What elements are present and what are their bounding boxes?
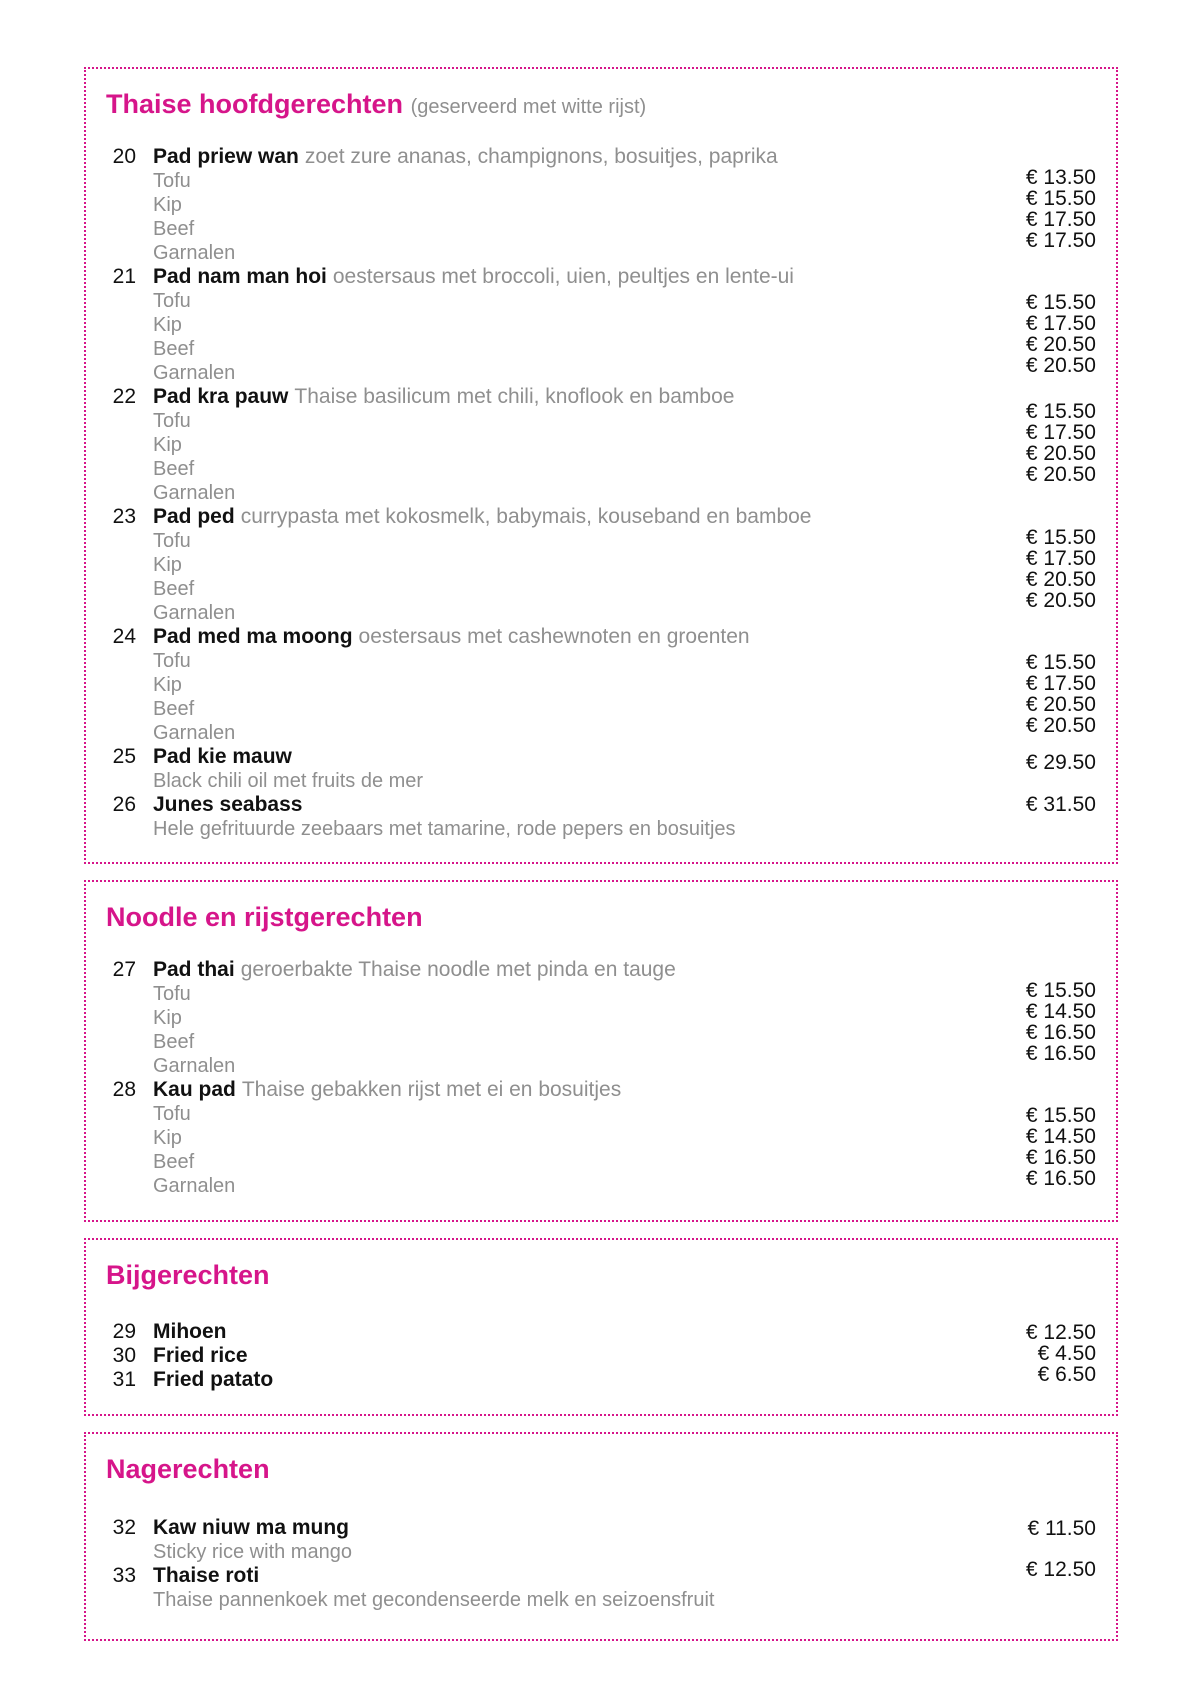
dish-27-prices: [946, 980, 1096, 1064]
dish-subtitle: Black chili oil met fruits de mer: [153, 770, 424, 792]
price: € 16.50: [1025, 1146, 1096, 1169]
dish-name: Mihoen: [153, 1320, 227, 1343]
price: € 17.50: [1025, 208, 1096, 231]
dish-title: [153, 1516, 349, 1540]
section-title-text: Nagerechten: [106, 1454, 270, 1484]
price: € 17.50: [1025, 547, 1096, 570]
dish-number: 20: [112, 145, 136, 168]
dish-name: Pad priew wan: [153, 145, 299, 168]
dish-title: [153, 1564, 259, 1588]
price: € 4.50: [1037, 1342, 1096, 1365]
dish-32-prices: [946, 1518, 1096, 1539]
dish-title: [153, 1344, 248, 1368]
price: € 20.50: [1025, 463, 1096, 486]
price: € 14.50: [1025, 1000, 1096, 1023]
variant-garnalen: Garnalen: [153, 722, 236, 744]
variant-garnalen: Garnalen: [153, 602, 236, 624]
dish-title: [153, 793, 302, 817]
variant-garnalen: Garnalen: [153, 482, 236, 504]
price: € 14.50: [1025, 1125, 1096, 1148]
section-title-text: Noodle en rijstgerechten: [106, 902, 423, 932]
dish-title: [153, 385, 734, 409]
variant-beef: Beef: [153, 338, 195, 360]
price: € 15.50: [1025, 526, 1096, 549]
variant-kip: Kip: [153, 1007, 182, 1029]
price: € 17.50: [1025, 421, 1096, 444]
dish-number: 28: [112, 1078, 136, 1101]
dish-number: 24: [112, 625, 136, 648]
dish-description: zoet zure ananas, champignons, bosuitjes, paprika: [304, 145, 778, 168]
variant-tofu: Tofu: [153, 530, 191, 552]
price: € 17.50: [1025, 672, 1096, 695]
variant-tofu: Tofu: [153, 983, 191, 1005]
dish-name: Pad med ma moong: [153, 625, 353, 648]
section-note: (geserveerd met witte rijst): [410, 96, 647, 118]
dish-number: 27: [112, 958, 136, 981]
variant-garnalen: Garnalen: [153, 1175, 236, 1197]
dish-description: Thaise gebakken rijst met ei en bosuitjes: [241, 1078, 622, 1101]
dish-title: [153, 958, 676, 982]
price: € 15.50: [1025, 979, 1096, 1002]
section-title: [106, 1454, 270, 1485]
dish-title: [153, 1368, 273, 1392]
dish-title: [153, 1320, 227, 1344]
variant-beef: Beef: [153, 578, 195, 600]
section-title: [106, 1260, 270, 1291]
dish-number: 30: [112, 1344, 136, 1367]
dish-number: 25: [112, 745, 136, 768]
dish-number: 31: [112, 1368, 136, 1391]
variant-kip: Kip: [153, 554, 182, 576]
price: € 15.50: [1025, 187, 1096, 210]
price: € 17.50: [1025, 229, 1096, 252]
price: € 16.50: [1025, 1042, 1096, 1065]
dish-name: Pad kra pauw: [153, 385, 289, 408]
dish-name: Pad thai: [153, 958, 235, 981]
price: € 20.50: [1025, 568, 1096, 591]
section-bijgerechten: [84, 1238, 1118, 1416]
price: € 15.50: [1025, 400, 1096, 423]
variant-tofu: Tofu: [153, 170, 191, 192]
dish-26-prices: [946, 794, 1096, 815]
dish-number: 32: [112, 1516, 136, 1539]
price: € 13.50: [1025, 166, 1096, 189]
dish-name: Pad nam man hoi: [153, 265, 327, 288]
price: € 20.50: [1025, 693, 1096, 716]
price: € 15.50: [1025, 651, 1096, 674]
price: € 20.50: [1025, 442, 1096, 465]
dish-name: Thaise roti: [153, 1564, 260, 1587]
dish-number: 33: [112, 1564, 136, 1587]
dish-title: [153, 745, 292, 769]
dish-description: oestersaus met cashewnoten en groenten: [358, 625, 750, 648]
variant-tofu: Tofu: [153, 1103, 191, 1125]
dish-title: [153, 625, 750, 649]
dish-name: Fried rice: [153, 1344, 248, 1367]
dish-description: geroerbakte Thaise noodle met pinda en tauge: [240, 958, 676, 981]
dish-title: [153, 265, 794, 289]
dish-name: Junes seabass: [153, 793, 303, 816]
section-noodle-en-rijstgerechten: [84, 880, 1118, 1222]
dish-23-prices: [946, 527, 1096, 611]
variant-kip: Kip: [153, 1127, 182, 1149]
dish-number: 22: [112, 385, 136, 408]
price: € 6.50: [1037, 1363, 1096, 1386]
dish-number: 26: [112, 793, 136, 816]
dish-subtitle: Sticky rice with mango: [153, 1541, 352, 1563]
dish-name: Pad kie mauw: [153, 745, 292, 768]
price: € 29.50: [1025, 751, 1096, 774]
section-title: [106, 89, 646, 120]
variant-tofu: Tofu: [153, 290, 191, 312]
dish-name: Kaw niuw ma mung: [153, 1516, 350, 1539]
section-title-text: Thaise hoofdgerechten: [106, 89, 404, 119]
dish-24-prices: [946, 652, 1096, 736]
dish-name: Kau pad: [153, 1078, 236, 1101]
dish-name: Pad ped: [153, 505, 235, 528]
price: € 20.50: [1025, 354, 1096, 377]
variant-beef: Beef: [153, 218, 195, 240]
price: € 15.50: [1025, 291, 1096, 314]
dish-22-prices: [946, 401, 1096, 485]
variant-tofu: Tofu: [153, 410, 191, 432]
variant-tofu: Tofu: [153, 650, 191, 672]
price: € 20.50: [1025, 589, 1096, 612]
dish-title: [153, 1078, 621, 1102]
variant-kip: Kip: [153, 434, 182, 456]
dish-description: Thaise basilicum met chili, knoflook en bamboe: [294, 385, 735, 408]
dish-number: 21: [112, 265, 136, 288]
price: € 20.50: [1025, 333, 1096, 356]
variant-beef: Beef: [153, 1031, 195, 1053]
price: € 20.50: [1025, 714, 1096, 737]
section-title-text: Bijgerechten: [106, 1260, 270, 1290]
dish-number: 23: [112, 505, 136, 528]
dish-description: oestersaus met broccoli, uien, peultjes en lente-ui: [332, 265, 794, 288]
variant-kip: Kip: [153, 194, 182, 216]
price: € 16.50: [1025, 1021, 1096, 1044]
variant-garnalen: Garnalen: [153, 242, 236, 264]
dish-33-prices: [946, 1559, 1096, 1580]
variant-garnalen: Garnalen: [153, 1055, 236, 1077]
variant-beef: Beef: [153, 458, 195, 480]
dish-subtitle: Hele gefrituurde zeebaars met tamarine, rode pepers en bosuitjes: [153, 818, 736, 840]
price: € 16.50: [1025, 1167, 1096, 1190]
price: € 11.50: [1027, 1517, 1096, 1540]
dish-description: currypasta met kokosmelk, babymais, kouseband en bamboe: [240, 505, 812, 528]
dish-title: [153, 505, 811, 529]
variant-beef: Beef: [153, 698, 195, 720]
price: € 31.50: [1025, 793, 1096, 816]
dish-21-prices: [946, 292, 1096, 376]
section-thaise-hoofdgerechten: [84, 67, 1118, 864]
bijgerechten-prices: [946, 1322, 1096, 1385]
section-nagerechten: [84, 1432, 1118, 1641]
variant-kip: Kip: [153, 314, 182, 336]
section-title: [106, 902, 423, 933]
dish-title: [153, 145, 778, 169]
dish-subtitle: Thaise pannenkoek met gecondenseerde melk en seizoensfruit: [153, 1589, 715, 1611]
dish-25-prices: [946, 752, 1096, 773]
price: € 17.50: [1025, 312, 1096, 335]
variant-garnalen: Garnalen: [153, 362, 236, 384]
variant-beef: Beef: [153, 1151, 195, 1173]
dish-number: 29: [112, 1320, 136, 1343]
dish-20-prices: [946, 167, 1096, 251]
variant-kip: Kip: [153, 674, 182, 696]
dish-name: Fried patato: [153, 1368, 274, 1391]
price: € 12.50: [1025, 1321, 1096, 1344]
price: € 15.50: [1025, 1104, 1096, 1127]
dish-28-prices: [946, 1105, 1096, 1189]
price: € 12.50: [1025, 1558, 1096, 1581]
